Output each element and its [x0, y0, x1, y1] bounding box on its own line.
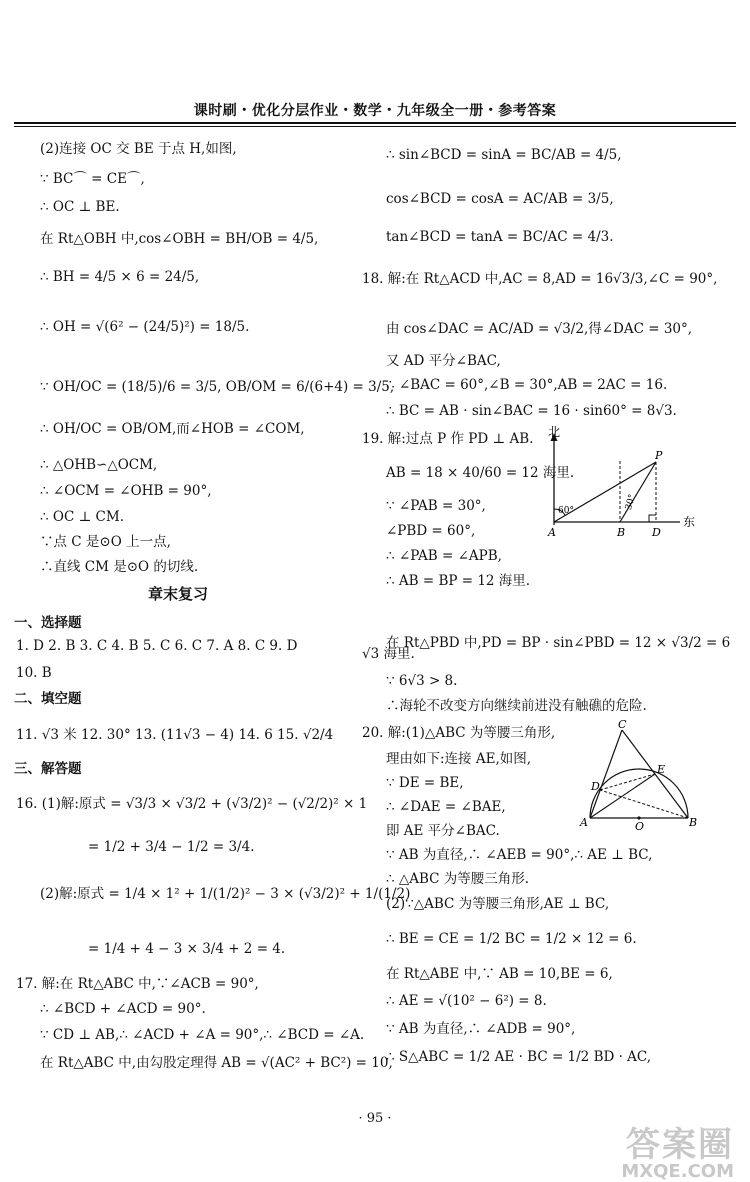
- solution-line: ∴ ∠BCD + ∠ACD = 90°.: [40, 1001, 206, 1017]
- text-line: ∴ S△ABC = 1/2 AE · BC = 1/2 BD · AC,: [386, 1049, 652, 1065]
- text-line: ∴ BH = 4/5 × 6 = 24/5,: [40, 269, 200, 285]
- header-rule: [14, 122, 736, 124]
- label-A: A: [548, 526, 556, 539]
- label-D: D: [652, 526, 661, 539]
- text-line: (2)连接 OC 交 BE 于点 H,如图,: [40, 141, 237, 157]
- label-P: P: [655, 449, 663, 462]
- label-C: C: [618, 718, 627, 731]
- figure-20-semicircle: [578, 718, 698, 833]
- header-rule-thin: [14, 126, 736, 127]
- text-line: ∴ △OHB∽△OCM,: [40, 457, 158, 473]
- label-B: B: [617, 526, 626, 539]
- text-line: ∴ OH = √(6² − (24/5)²) = 18/5.: [40, 319, 250, 335]
- segment-BD: [600, 790, 688, 818]
- page-header: 课时刷・优化分层作业・数学・九年级全一册・参考答案: [193, 103, 557, 119]
- label-E: E: [657, 763, 666, 776]
- label-A: A: [580, 816, 588, 829]
- label-north: 北: [548, 425, 561, 439]
- text-line: 在 Rt△OBH 中,cos∠OBH = BH/OB = 4/5,: [40, 231, 319, 247]
- subsection-heading: 三、解答题: [14, 761, 82, 777]
- watermark-url: MXQE.COM: [621, 1161, 734, 1182]
- label-angle-60: 60°: [558, 506, 574, 516]
- text-line: ∴ AB = BP = 12 海里.: [386, 573, 531, 589]
- solution-line: ∵ CD ⊥ AB,∴ ∠ACD + ∠A = 90°,∴ ∠BCD = ∠A.: [40, 1027, 365, 1043]
- answer-line: 10. B: [16, 665, 52, 681]
- label-angle-30: 30°: [623, 493, 638, 512]
- text-line: ∴ BE = CE = 1/2 BC = 1/2 × 12 = 6.: [386, 931, 637, 947]
- text-line: ∴直线 CM 是⊙O 的切线.: [40, 559, 199, 575]
- text-line: ∴ BC = AB · sin∠BAC = 16 · sin60° = 8√3.: [386, 403, 677, 419]
- line-BP: [620, 462, 656, 522]
- watermark: [621, 1125, 734, 1182]
- subsection-heading: 二、填空题: [14, 691, 82, 707]
- text-line: ∴ OH/OC = OB/OM,而∠HOB = ∠COM,: [40, 421, 305, 437]
- solution-line: (2)解:原式 = 1/4 × 1² + 1/(1/2)² − 3 × (√3/2)² + 1/(1/2): [40, 886, 411, 902]
- answer-line: 11. √3 米 12. 30° 13. (11√3 − 4) 14. 6 15. √2/4: [16, 727, 334, 743]
- text-line: ∵ AB 为直径,∴ ∠AEB = 90°,∴ AE ⊥ BC,: [386, 847, 653, 863]
- text-line: ∴ OC ⊥ CM.: [40, 509, 124, 525]
- solution-line: 在 Rt△ABC 中,由勾股定理得 AB = √(AC² + BC²) = 10,: [40, 1055, 393, 1071]
- subsection-heading: 一、选择题: [14, 615, 82, 631]
- watermark-logo: 答案圈: [626, 1125, 734, 1165]
- text-line: 即 AE 平分∠BAC.: [386, 823, 500, 839]
- text-line: √3 海里.: [362, 646, 415, 662]
- text-line: ∴ ∠DAE = ∠BAE,: [386, 799, 506, 815]
- text-line: ∴海轮不改变方向继续前进没有触礁的危险.: [386, 698, 647, 714]
- segment-DE: [600, 774, 655, 790]
- text-line: ∴ AE = √(10² − 6²) = 8.: [386, 993, 547, 1009]
- text-line: ∴ △ABC 为等腰三角形.: [386, 871, 530, 887]
- label-east: 东: [683, 515, 696, 529]
- page-number: · 95 ·: [358, 1111, 392, 1126]
- text-line: (2)∵△ABC 为等腰三角形,AE ⊥ BC,: [386, 896, 610, 912]
- text-line: 18. 解:在 Rt△ACD 中,AC = 8,AD = 16√3/3,∠C = 90°,: [362, 271, 718, 287]
- label-D: D: [591, 780, 600, 793]
- figure-19-navigation: [538, 425, 713, 540]
- text-line: 20. 解:(1)△ABC 为等腰三角形,: [362, 725, 556, 741]
- text-line: ∵点 C 是⊙O 上一点,: [40, 534, 171, 550]
- text-line: AB = 18 × 40/60 = 12 海里.: [386, 465, 575, 481]
- text-line: 又 AD 平分∠BAC,: [386, 353, 501, 369]
- text-line: ∴ ∠OCM = ∠OHB = 90°,: [40, 483, 212, 499]
- text-line: 19. 解:过点 P 作 PD ⊥ AB.: [362, 431, 534, 447]
- label-O: O: [635, 820, 645, 833]
- solution-line: 17. 解:在 Rt△ABC 中,∵∠ACB = 90°,: [16, 976, 259, 992]
- text-line: ∵ ∠PAB = 30°,: [386, 498, 486, 514]
- label-B: B: [689, 816, 698, 829]
- text-line: ∵ 6√3 > 8.: [386, 673, 458, 689]
- section-heading: 章末复习: [148, 585, 209, 603]
- solution-line: 16. (1)解:原式 = √3/3 × √3/2 + (√3/2)² − (√2/2)² × 1: [16, 796, 368, 812]
- text-line: 在 Rt△ABE 中,∵ AB = 10,BE = 6,: [386, 966, 613, 982]
- text-line: ∵ BC⌒ = CE⌒,: [40, 171, 145, 187]
- text-line: 理由如下:连接 AE,如图,: [386, 751, 532, 767]
- text-line: 在 Rt△PBD 中,PD = BP · sin∠PBD = 12 × √3/2 = 6: [386, 635, 731, 651]
- text-line: cos∠BCD = cosA = AC/AB = 3/5,: [386, 191, 614, 207]
- text-line: 由 cos∠DAC = AC/AD = √3/2,得∠DAC = 30°,: [386, 321, 693, 337]
- solution-line: = 1/4 + 4 − 3 × 3/4 + 2 = 4.: [88, 941, 286, 957]
- answer-line: 1. D 2. B 3. C 4. B 5. C 6. C 7. A 8. C 9. D: [16, 638, 298, 654]
- text-line: ∵ OH/OC = (18/5)/6 = 3/5, OB/OM = 6/(6+4) = 3/5,: [40, 379, 395, 395]
- text-line: ∴ ∠BAC = 60°,∠B = 30°,AB = 2AC = 16.: [386, 377, 668, 393]
- text-line: ∵ DE = BE,: [386, 775, 464, 791]
- solution-line: = 1/2 + 3/4 − 1/2 = 3/4.: [88, 839, 255, 855]
- text-line: ∴ sin∠BCD = sinA = BC/AB = 4/5,: [386, 147, 622, 163]
- text-line: ∴ ∠PAB = ∠APB,: [386, 548, 502, 564]
- text-line: ∠PBD = 60°,: [386, 523, 476, 539]
- text-line: ∴ OC ⊥ BE.: [40, 199, 120, 215]
- text-line: ∵ AB 为直径,∴ ∠ADB = 90°,: [386, 1021, 576, 1037]
- text-line: tan∠BCD = tanA = BC/AC = 4/3.: [386, 229, 614, 245]
- right-angle-mark: [649, 515, 656, 522]
